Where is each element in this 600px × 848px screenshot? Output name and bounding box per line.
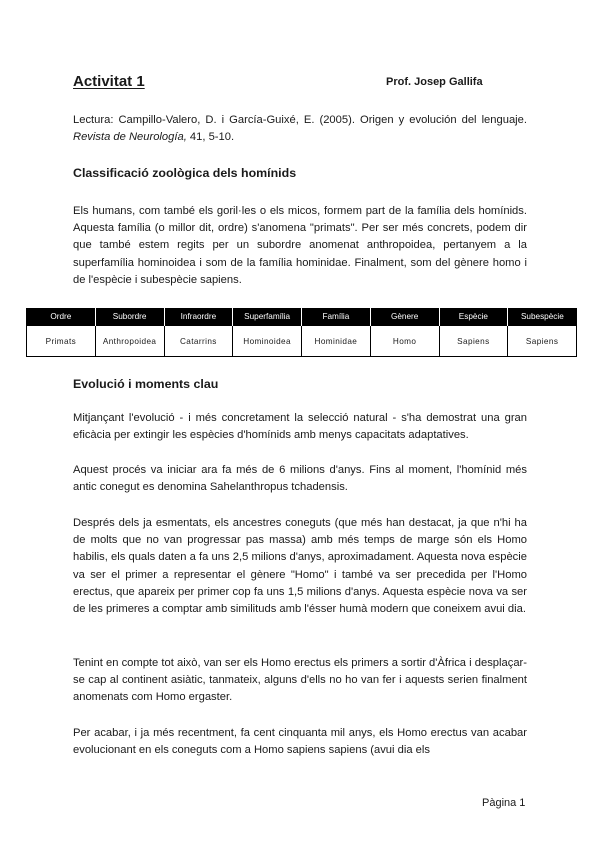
column-header: Subespècie — [508, 308, 577, 326]
reading-reference — [73, 112, 527, 146]
table-cell: Sapiens — [508, 326, 577, 357]
table-cell: Hominoidea — [233, 326, 302, 357]
column-header: Infraordre — [164, 308, 233, 326]
evolution-paragraph: Tenint en compte tot això, van ser els Homo erectus els primers a sortir d'Àfrica i desplaçar-se cap al continent asiàtic, tanmateix, alguns d'ells no ho van fer i aquests serien finalment anomenats com Homo ergaster. — [73, 657, 527, 704]
evolution-paragraph: Després dels ja esmentats, els ancestres coneguts (que més han destacat, ja que n'hi ha de molts que no van progressar pas massa) amb més temps de marge són els Homo habilis, els quals daten a fa uns 2,5 milions d'anys, aproximadament. Aquesta nova espècie va ser el primer a representar el gènere "Homo" i també va ser precedida per l'Homo erectus, que apareix per primer cop fa uns 1,5 milions d'anys. Aquesta espècie nova va ser de les primeres a comptar amb similituds amb l'ésser humà modern que coneixem avui dia. — [73, 517, 527, 616]
table-cell: Anthropoidea — [95, 326, 164, 357]
journal-volume: 41, 5-10. — [189, 131, 235, 144]
evolution-paragraph: Mitjançant l'evolució - i més concretament la selecció natural - s'ha demostrat una gran eficàcia per extingir les espècies d'homínids amb menys capacitats adaptatives. — [73, 412, 527, 442]
column-header: Superfamília — [233, 308, 302, 326]
column-header: Subordre — [95, 308, 164, 326]
table-header-row — [27, 308, 577, 326]
evolution-paragraph: Per acabar, i ja més recentment, fa cent cinquanta mil anys, els Homo erectus van acabar evolucionant en els coneguts com a Homo sapiens sapiens (avui dia els — [73, 727, 527, 757]
page-number: Pàgina 1 — [482, 797, 526, 809]
evolution-paragraph: Aquest procés va iniciar ara fa més de 6 milions d'anys. Fins al moment, l'homínid més antic conegut es denomina Sahelanthropus tchadensis. — [73, 464, 527, 494]
column-header: Espècie — [439, 308, 508, 326]
table-row — [27, 326, 577, 357]
table-cell: Catarrins — [164, 326, 233, 357]
author-name: Prof. Josep Gallifa — [386, 76, 483, 88]
activity-title: Activitat 1 — [73, 73, 145, 90]
page-header — [73, 73, 527, 93]
classification-table — [26, 308, 577, 357]
column-header: Ordre — [27, 308, 96, 326]
column-header: Família — [302, 308, 371, 326]
table-cell: Primats — [27, 326, 96, 357]
table-cell: Homo — [370, 326, 439, 357]
table-cell: Hominidae — [302, 326, 371, 357]
classification-heading: Classificació zoològica dels homínids — [73, 166, 297, 180]
evolution-heading: Evolució i moments clau — [73, 377, 219, 391]
reading-citation: Lectura: Campillo-Valero, D. i García-Guixé, E. (2005). Origen y evolución del lenguaje. — [73, 114, 527, 126]
table-cell: Sapiens — [439, 326, 508, 357]
column-header: Gènere — [370, 308, 439, 326]
classification-paragraph: Els humans, com també els goril·les o els micos, formem part de la família dels homínids. Aquesta família (o millor dit, ordre) s'anomena "primats". Per ser més concrets, podem dir que també estem regits per un subordre anomenat anthropoidea, pertanyem a la superfamília hominoidea i som de la família hominidae. Finalment, som del gènere homo i de l'espècie i subespècie sapiens. — [73, 205, 527, 286]
journal-name: Revista de Neurología, — [73, 131, 187, 144]
